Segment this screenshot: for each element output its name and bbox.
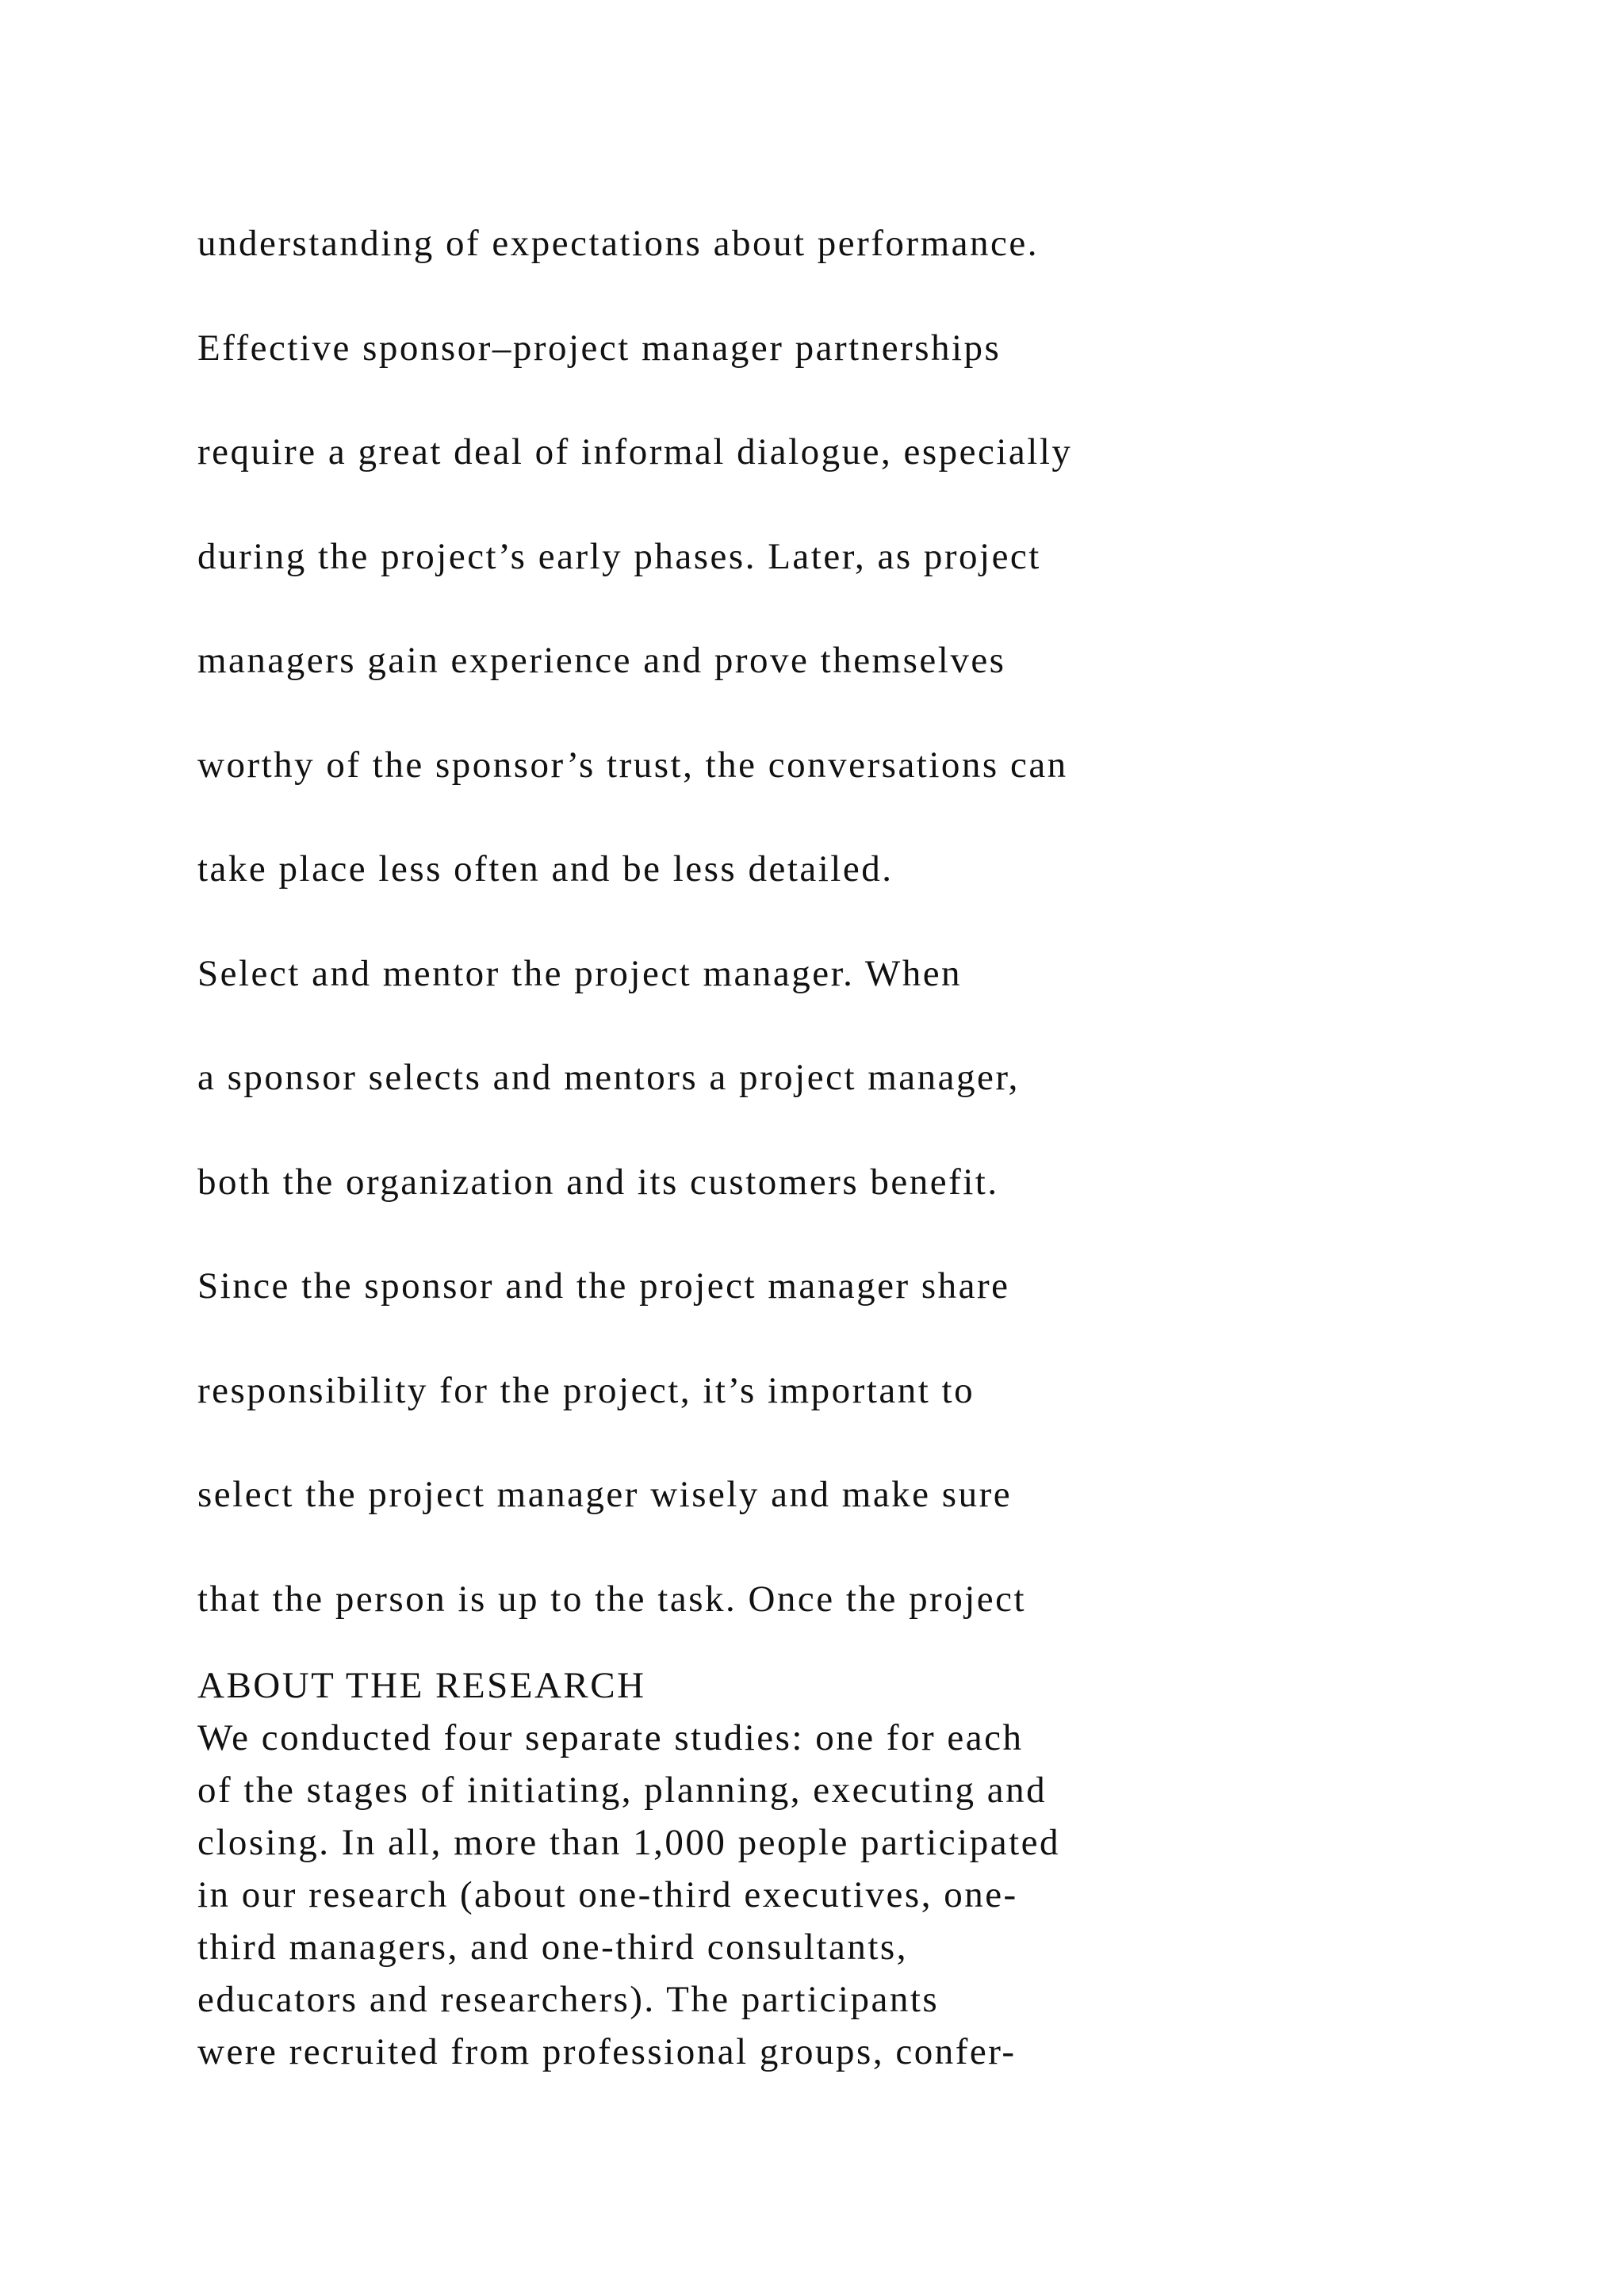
sidebar-line: in our research (about one-third executives, one- <box>197 1874 1018 1915</box>
body-line: both the organization and its customers benefit. <box>197 1161 999 1203</box>
sidebar-line: educators and researchers). The participants <box>197 1979 940 2020</box>
sidebar-line: were recruited from professional groups, confer- <box>197 2031 1017 2072</box>
body-text <box>197 192 1466 1651</box>
body-line: worthy of the sponsor’s trust, the conversations can <box>197 744 1068 786</box>
sidebar-line: third managers, and one-third consultants, <box>197 1927 908 1968</box>
body-line: managers gain experience and prove themselves <box>197 640 1006 681</box>
sidebar-heading: ABOUT THE RESEARCH <box>197 1665 646 1706</box>
sidebar-line: of the stages of initiating, planning, executing and <box>197 1770 1048 1811</box>
body-line: Select and mentor the project manager. When <box>197 952 963 994</box>
body-line: during the project’s early phases. Later, as project <box>197 535 1041 577</box>
body-line: Since the sponsor and the project manager share <box>197 1265 1010 1307</box>
research-sidebar <box>197 1659 1466 2078</box>
body-line: that the person is up to the task. Once the project <box>197 1578 1027 1620</box>
body-line: Effective sponsor–project manager partnerships <box>197 327 1002 369</box>
sidebar-line: We conducted four separate studies: one for each <box>197 1717 1024 1758</box>
body-line: take place less often and be less detailed. <box>197 848 894 890</box>
sidebar-line: closing. In all, more than 1,000 people participated <box>197 1822 1060 1863</box>
body-line: a sponsor selects and mentors a project manager, <box>197 1057 1020 1098</box>
body-line: require a great deal of informal dialogue, especially <box>197 431 1073 473</box>
body-line: responsibility for the project, it’s important to <box>197 1369 975 1411</box>
body-line: understanding of expectations about performance. <box>197 223 1039 264</box>
body-line: select the project manager wisely and make sure <box>197 1474 1013 1515</box>
